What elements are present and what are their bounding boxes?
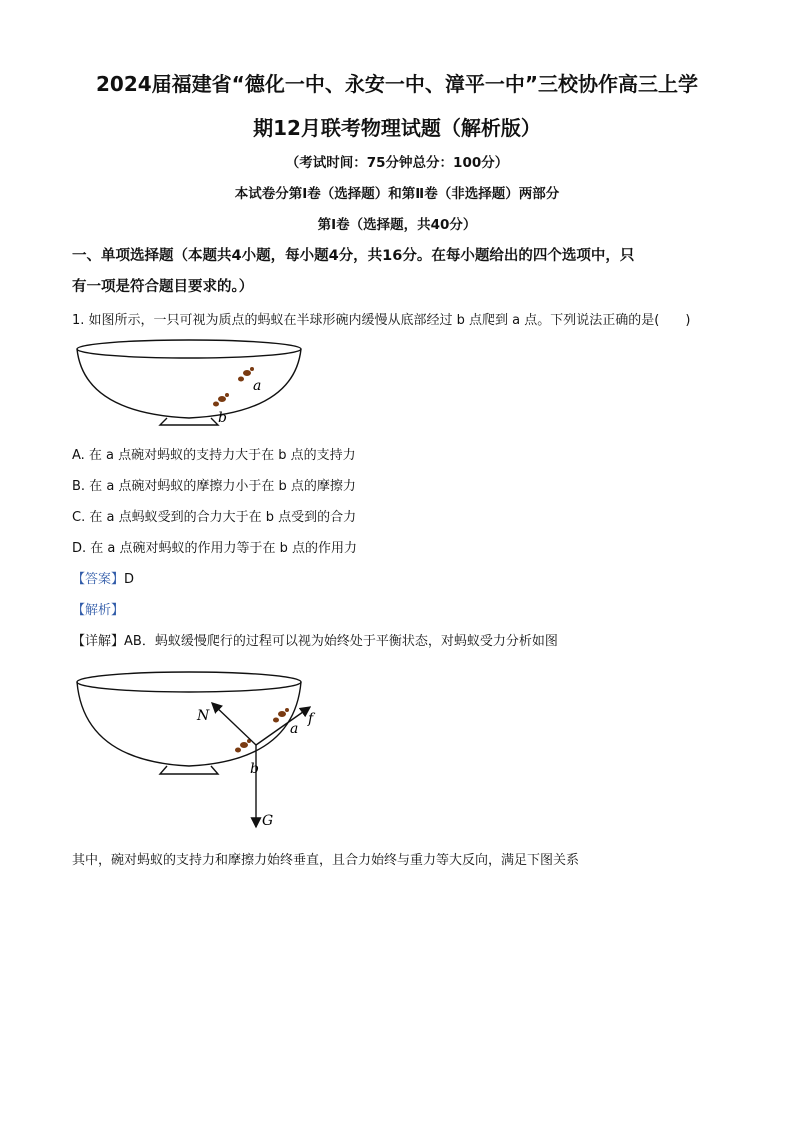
label-b: b (250, 761, 259, 777)
conclusion-text: 其中，碗对蚂蚁的支持力和摩擦力始终垂直，且合力始终与重力等大反向，满足下图关系 (72, 853, 580, 868)
detail-text: AB．蚂蚁缓慢爬行的过程可以视为始终处于平衡状态，对蚂蚁受力分析如图 (124, 634, 558, 649)
bowl-body (77, 349, 301, 418)
label-a: a (290, 721, 299, 737)
option-a: A. 在 a 点碗对蚂蚁的支持力大于在 b 点的支持力 (72, 448, 356, 463)
option-b: B. 在 a 点碗对蚂蚁的摩擦力小于在 b 点的摩擦力 (72, 479, 356, 494)
bowl-rim (77, 672, 301, 692)
analysis-line (72, 599, 124, 618)
detail-tag: 【详解】 (72, 634, 125, 649)
document-title-line2: 期12月联考物理试题（解析版） (253, 116, 541, 140)
ant-icon (235, 739, 251, 753)
question1-stem: 1. 如图所示，一只可视为质点的蚂蚁在半球形碗内缓慢从底部经过 b 点爬到 a 点。下列说法正确的是( ) (72, 313, 691, 328)
part1-heading: 第Ⅰ卷（选择题，共40分） (317, 217, 477, 233)
detail-line (72, 630, 558, 649)
option-c: C. 在 a 点蚂蚁受到的合力大于在 b 点受到的合力 (72, 510, 357, 525)
paper-structure: 本试卷分第Ⅰ卷（选择题）和第Ⅱ卷（非选择题）两部分 (234, 186, 560, 202)
label-b: b (218, 410, 227, 426)
label-g: G (262, 813, 274, 829)
answer-line (72, 568, 134, 587)
answer-value: D (124, 572, 135, 587)
ant-icon (213, 393, 229, 407)
bowl-figure-1 (72, 335, 312, 435)
label-n: N (197, 708, 210, 724)
answer-tag: 【答案】 (72, 572, 125, 587)
analysis-tag: 【解析】 (72, 603, 125, 618)
bowl-base (160, 766, 218, 774)
exam-info: （考试时间：75分钟总分：100分） (285, 155, 509, 171)
section1-heading-line1: 一、单项选择题（本题共4小题，每小题4分，共16分。在每小题给出的四个选项中，只 (72, 248, 635, 264)
label-a: a (253, 378, 262, 394)
ant-icon (238, 367, 254, 382)
bowl-body (77, 682, 301, 766)
normal-force-arrow (212, 703, 256, 745)
section1-heading-line2: 有一项是符合题目要求的。） (72, 279, 254, 295)
option-d: D. 在 a 点碗对蚂蚁的作用力等于在 b 点的作用力 (72, 541, 358, 556)
document-title-line1: 2024届福建省“德化一中、永安一中、漳平一中”三校协作高三上学 (96, 72, 698, 96)
label-f: f (308, 711, 314, 727)
bowl-rim (77, 340, 301, 358)
force-diagram (72, 665, 312, 835)
bowl-base (160, 418, 218, 425)
ant-icon (273, 708, 289, 723)
